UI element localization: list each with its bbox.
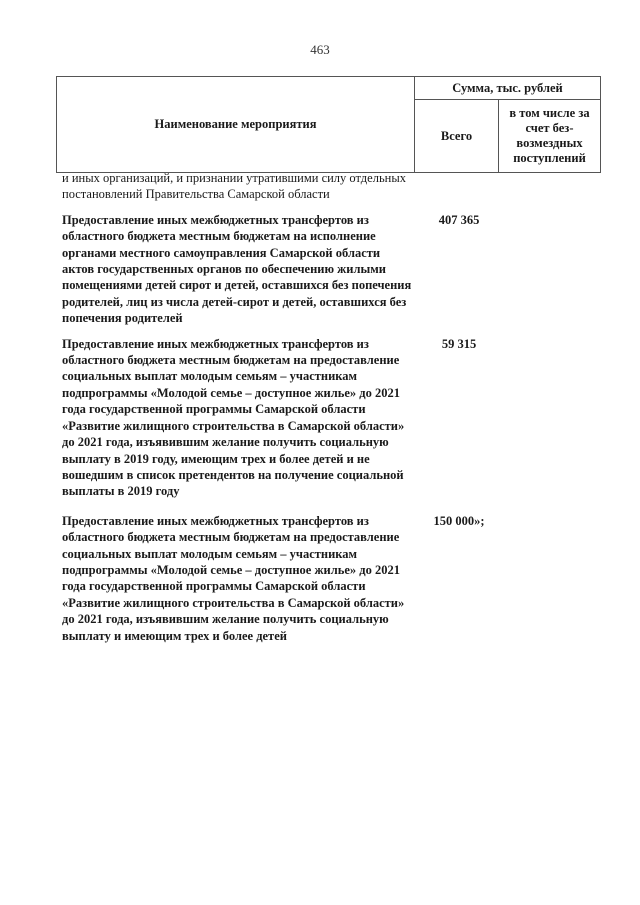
row-total: 59 315	[441, 336, 477, 351]
row-spacer	[62, 203, 600, 212]
table-body	[62, 170, 600, 644]
header-total: Всего	[415, 100, 499, 173]
row-name: Предоставление иных межбюджетных трансфертов из областного бюджета местным бюджетам на предоставление социальных выплат молодым семьям – участникам подпрограммы «Молодой семье – доступное жилье» до 2021 года государственной программы Самарской области «Развитие жилищного строительства в Самарской области» до 2021 года, изъявившим желание получить социальную выплату в 2019 году, имеющим трех и более детей и не вошедшим в список претендентов на получение социальной выплаты в 2019 году	[62, 336, 405, 499]
row-total: 407 365	[438, 212, 480, 227]
row-spacer	[62, 500, 600, 513]
row-name: и иных организаций, и признании утратившими силу отдельных постановлений Правительства Самарской области	[62, 171, 406, 202]
table-header	[56, 76, 601, 173]
header-name-cell: Наименование мероприятия	[57, 77, 415, 173]
table-row	[62, 212, 600, 327]
row-name: Предоставление иных межбюджетных трансфертов из областного бюджета местным бюджетам на предоставление социальных выплат молодым семьям – участникам подпрограммы «Молодой семье – доступное жилье» до 2021 года государственной программы Самарской области «Развитие жилищного строительства в Самарской области» до 2021 года, изъявившим желание получить социальную выплату и имеющим трех и более детей	[62, 513, 405, 643]
header-free-receipts: в том числе за счет без-возмездных поступлений	[499, 100, 601, 173]
table-row	[62, 170, 600, 203]
table-row	[62, 336, 600, 500]
page-number: 463	[310, 42, 330, 57]
row-total: 150 000»;	[433, 513, 485, 528]
row-name: Предоставление иных межбюджетных трансфертов из областного бюджета местным бюджетам на исполнение органами местного самоуправления Самарской области актов государственных органов по обеспечению жилыми помещениями детей сирот и детей, оставшихся без попечения родителей, лиц из числа детей-сирот и детей, оставшихся без попечения родителей	[62, 212, 412, 326]
table-row	[62, 513, 600, 644]
row-spacer	[62, 327, 600, 336]
header-sum-group: Сумма, тыс. рублей	[415, 77, 601, 100]
